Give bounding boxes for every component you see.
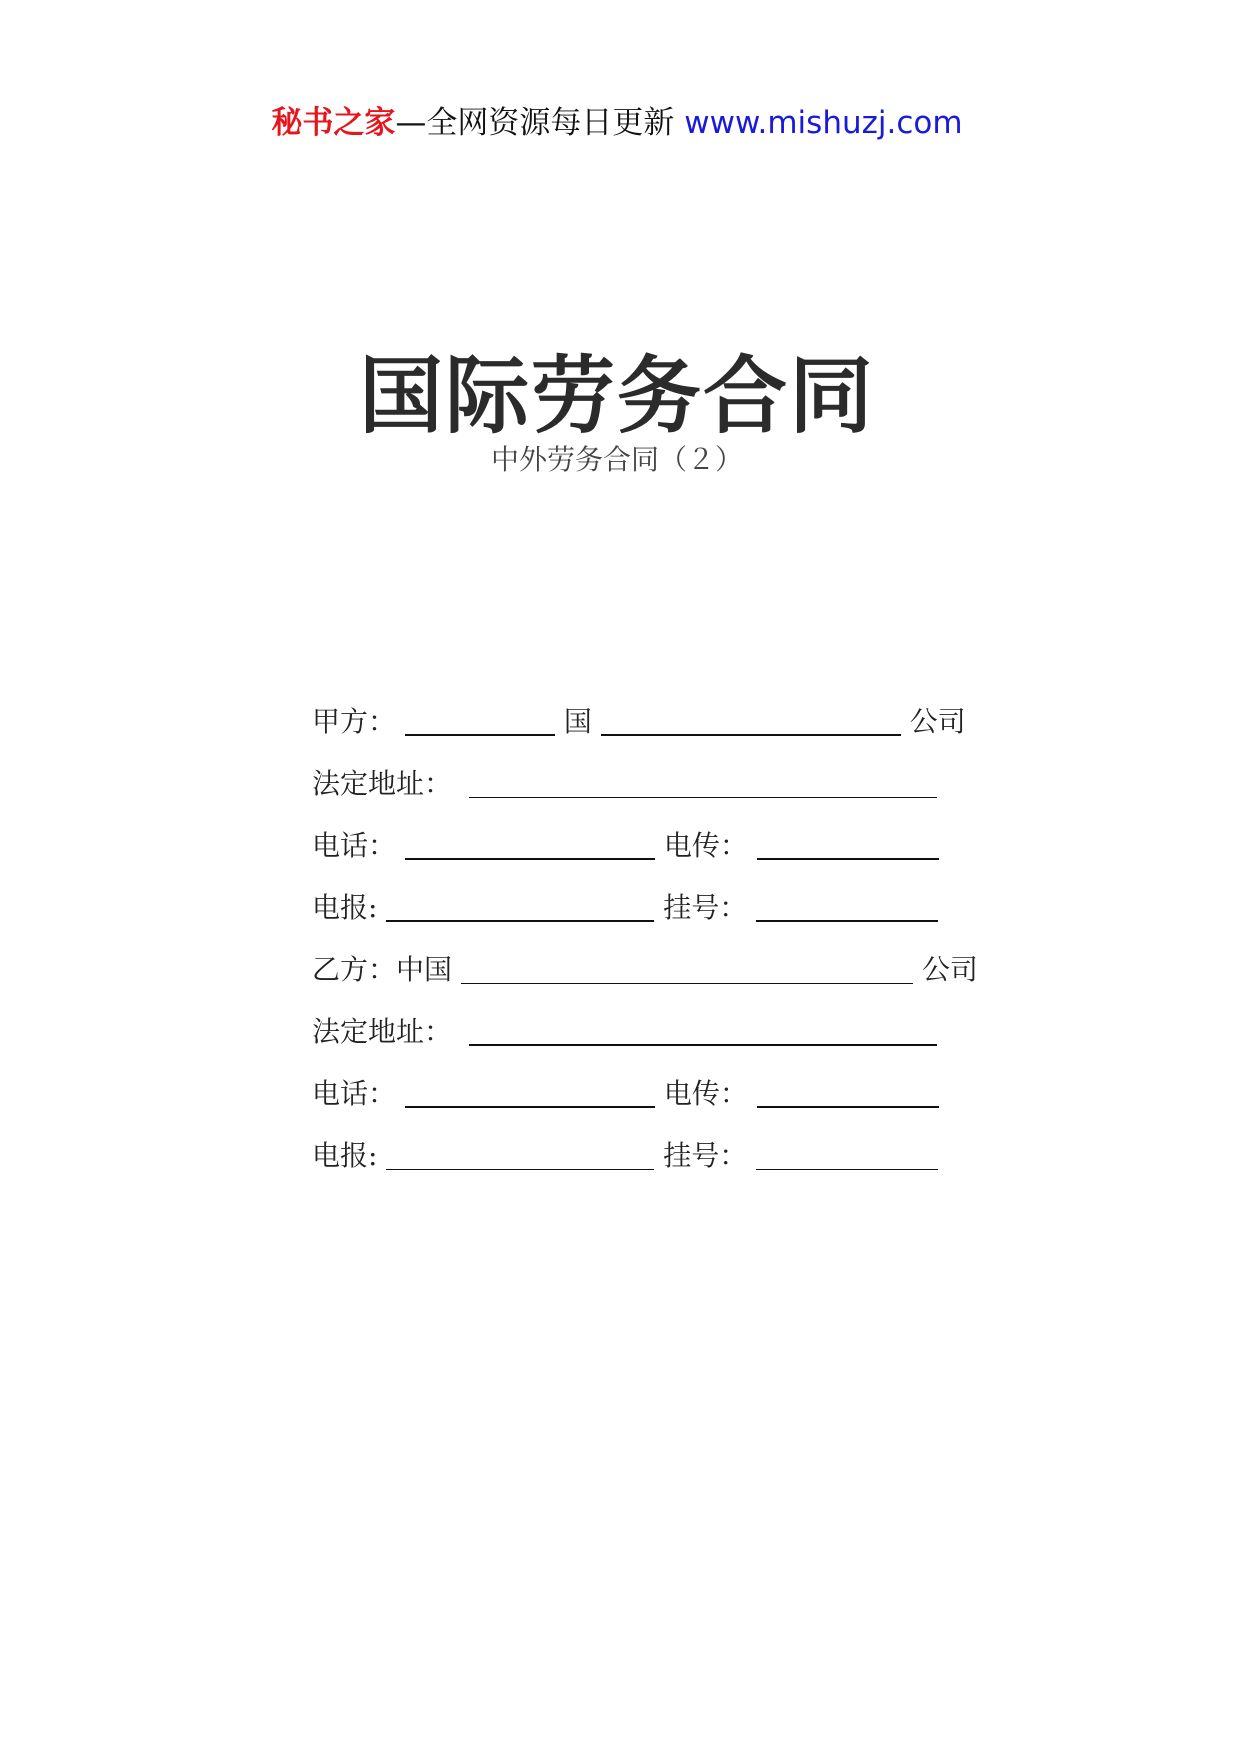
party-b-phone-row: [312, 1072, 1032, 1134]
party-a-telegram-blank[interactable]: [386, 890, 654, 922]
party-a-phone-row: [312, 824, 1032, 886]
party-a-fax-blank[interactable]: [757, 828, 939, 860]
party-b-address-label: 法定地址：: [312, 1015, 453, 1048]
party-a-cable-label: 挂号：: [663, 891, 748, 924]
party-b-address-row: [312, 1010, 1032, 1072]
party-b-company-suffix: 公司: [921, 953, 978, 986]
party-b-address-blank[interactable]: [469, 1014, 937, 1046]
party-b-label: 乙方：中国: [312, 953, 453, 986]
site-header: [0, 100, 1234, 146]
party-a-phone-label: 电话：: [312, 829, 397, 862]
party-b-phone-blank[interactable]: [405, 1076, 655, 1108]
party-a-address-blank[interactable]: [469, 767, 937, 798]
header-url-link[interactable]: www.mishuzj.com: [684, 105, 963, 141]
party-a-address-label: 法定地址：: [312, 767, 453, 800]
party-a-telegram-row: [312, 886, 1032, 948]
party-a-label: 甲方：: [312, 705, 397, 738]
party-a-address-row: [312, 762, 1032, 824]
party-a-country-suffix: 国: [563, 705, 592, 738]
party-b-fax-label: 电传：: [663, 1077, 748, 1110]
party-b-telegram-row: [312, 1134, 1032, 1196]
party-a-company-suffix: 公司: [909, 705, 966, 738]
party-b-cable-label: 挂号：: [663, 1139, 748, 1172]
document-subtitle: 中外劳务合同（２）: [490, 443, 743, 476]
party-a-company-blank[interactable]: [601, 704, 901, 736]
party-b-telegram-blank[interactable]: [386, 1139, 654, 1170]
party-a-country-blank[interactable]: [405, 704, 555, 736]
party-b-company-blank[interactable]: [461, 953, 913, 984]
header-brand: 秘书之家: [271, 105, 396, 141]
party-a-cable-blank[interactable]: [756, 890, 938, 922]
party-a-name-row: [312, 700, 1032, 762]
party-b-name-row: [312, 948, 1032, 1010]
contract-parties-form: [312, 700, 1032, 1196]
party-a-fax-label: 电传：: [663, 829, 748, 862]
party-b-phone-label: 电话：: [312, 1077, 397, 1110]
document-title: 国际劳务合同: [358, 346, 875, 445]
header-slogan: —全网资源每日更新: [395, 105, 675, 141]
party-b-cable-blank[interactable]: [756, 1139, 938, 1170]
party-b-fax-blank[interactable]: [757, 1076, 939, 1108]
party-b-telegram-label: 电报:: [312, 1139, 378, 1172]
party-a-phone-blank[interactable]: [405, 828, 655, 860]
party-a-telegram-label: 电报:: [312, 891, 378, 924]
